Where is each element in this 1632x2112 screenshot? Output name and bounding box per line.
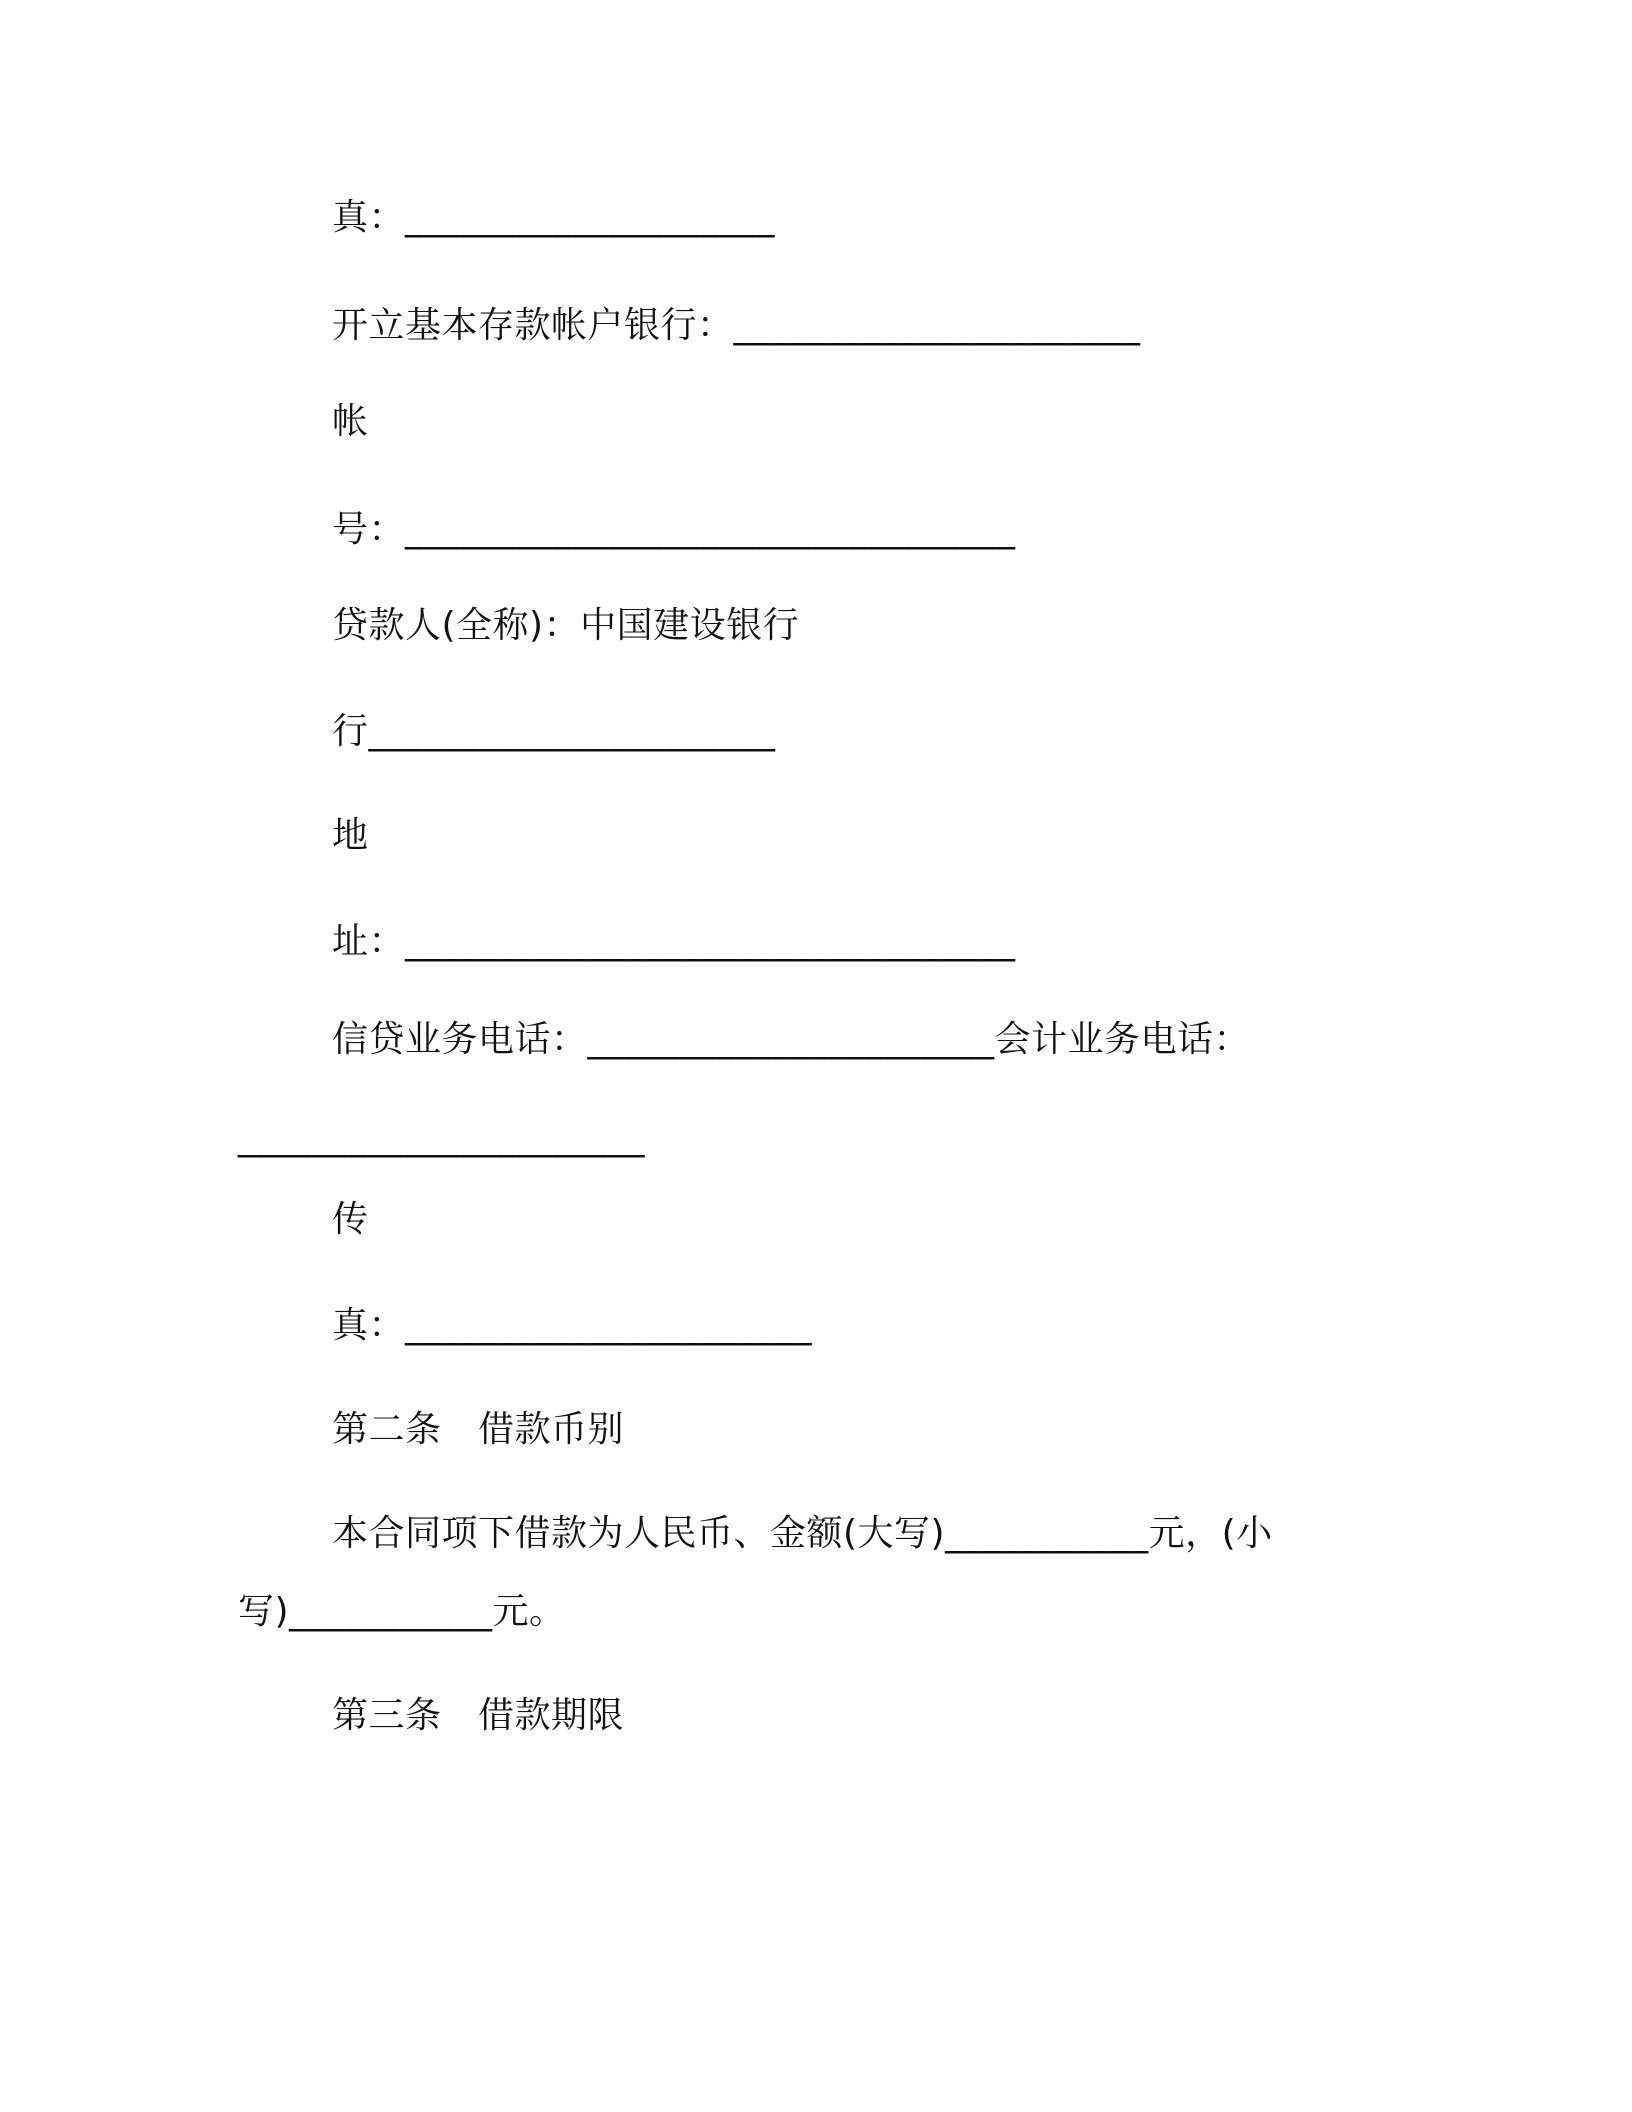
- fax-line-borrower: 真：____________________: [332, 197, 776, 238]
- fax-line-lender: 真：______________________: [332, 1305, 813, 1346]
- phone-lines: 信贷业务电话：______________________会计业务电话：: [332, 1019, 1251, 1060]
- branch-line: 行______________________: [332, 711, 776, 752]
- loan-amount-continuation: 写)___________元。: [238, 1591, 566, 1632]
- article-3-heading: 第三条 借款期限: [332, 1695, 625, 1736]
- account-label-line-1: 帐: [332, 401, 369, 442]
- article-2-heading: 第二条 借款币别: [332, 1409, 625, 1450]
- account-number-line: 号：_________________________________: [332, 509, 1016, 550]
- fax-label-line-1: 传: [332, 1199, 369, 1240]
- address-line: 址：_________________________________: [332, 921, 1016, 962]
- basic-account-bank-line: 开立基本存款帐户银行：______________________: [332, 305, 1141, 346]
- address-label-line-1: 地: [332, 815, 369, 856]
- accounting-phone-blank: ______________________: [238, 1117, 645, 1158]
- loan-amount-line: 本合同项下借款为人民币、金额(大写)___________元，(小: [332, 1513, 1273, 1554]
- lender-name-line: 贷款人(全称)：中国建设银行: [332, 605, 800, 646]
